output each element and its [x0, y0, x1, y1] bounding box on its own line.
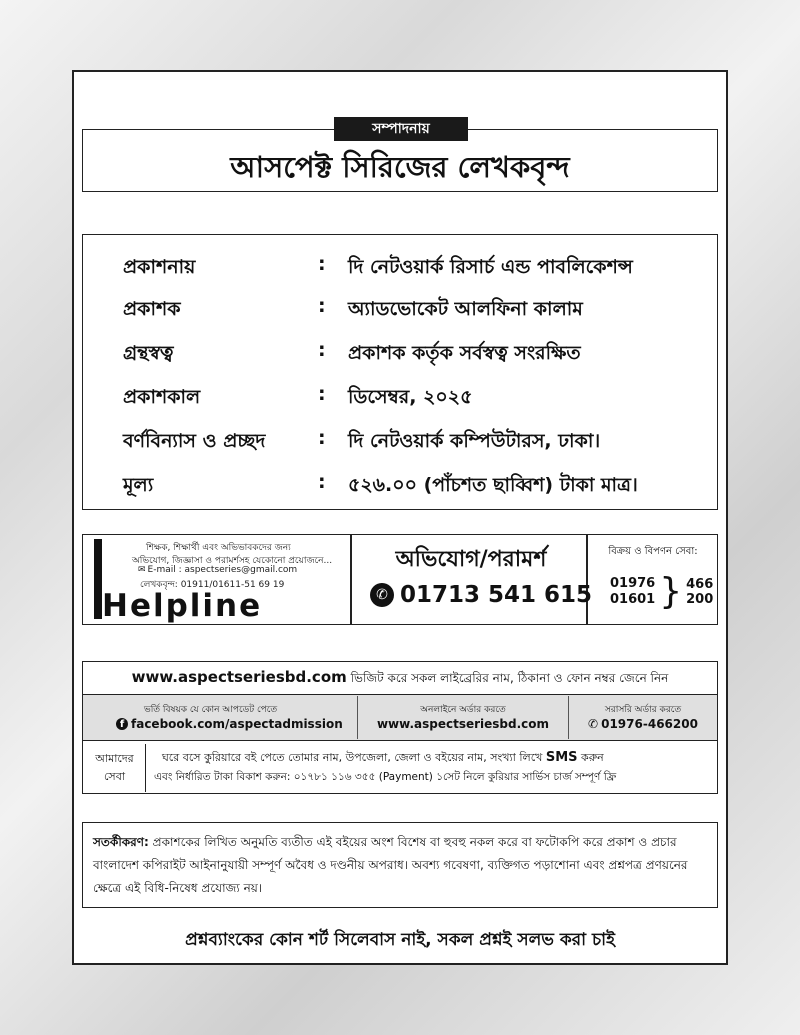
info-separator: :: [318, 471, 326, 493]
feedback-phone-row[interactable]: [370, 582, 592, 608]
phone-icon: ✆: [588, 717, 599, 731]
info-row-copyright: [83, 331, 719, 371]
info-label: প্রকাশকাল: [123, 386, 201, 408]
service-label-line: আমাদের: [95, 752, 134, 765]
website-text: ভিজিট করে সকল লাইব্রেরির নাম, ঠিকানা ও ফোন নম্বর জেনে নিন: [350, 671, 669, 685]
info-value: প্রকাশক কর্তৃক সর্বস্বত্ব সংরক্ষিত: [348, 342, 581, 364]
info-separator: :: [318, 339, 326, 361]
sms-text: করুন: [581, 751, 604, 764]
sales-phone-group: [610, 571, 726, 612]
info-row-price: [83, 463, 719, 503]
sales-suffix: 466 200: [686, 577, 714, 607]
facebook-link[interactable]: facebook.com/aspectadmission: [131, 717, 343, 731]
info-row-layout-cover: [83, 419, 719, 459]
direct-order-caption: সরাসরি অর্ডার করতে: [604, 705, 682, 715]
publication-info-box: [82, 234, 718, 510]
info-row-publisher: [83, 287, 719, 327]
service-label: [84, 744, 146, 792]
helpline-writers-phone: লেখকবৃন্দ: 01911/01611-51 69 19: [140, 580, 285, 590]
editors-title: আসপেক্ট সিরিজের লেখকবৃন্দ: [230, 150, 570, 184]
info-label: প্রকাশক: [123, 298, 181, 320]
warning-text: প্রকাশকের লিখিত অনুমতি ব্যতীত এই বইয়ের অংশ বিশেষ বা হুবহু নকল করে বা ফটোকপি করে প্রকাশ ও প্রচার বাংলাদেশ কপিরাইট আইনানুযায়ী সম্পূর্ণ অবৈধ ও দণ্ডনীয় অপরাধ। অবশ্য গবেষণা, ব্যক্তিগত পড়াশোনা এবং প্রশ্নপত্র প্রণয়নের ক্ষেত্রে এই বিধি-নিষেধ প্রযোজ্য নয়।: [93, 835, 688, 895]
info-value: ৫২৬.০০ (পাঁচশত ছাব্বিশ) টাকা মাত্র।: [348, 474, 638, 496]
facebook-row[interactable]: [116, 717, 343, 731]
email-icon: ✉: [138, 565, 146, 575]
info-separator: :: [318, 253, 326, 275]
helpline-wordmark: Helpline: [102, 588, 263, 624]
info-row-publish-date: [83, 375, 719, 415]
info-separator: :: [318, 295, 326, 317]
editors-badge: সম্পাদনায়: [334, 117, 468, 141]
website-link[interactable]: www.aspectseriesbd.com: [131, 668, 347, 686]
helpline-email[interactable]: E-mail : aspectseries@gmail.com: [147, 565, 298, 575]
sales-prefix: 01601: [610, 592, 656, 607]
sales-title: বিক্রয় ও বিপণন সেবা:: [608, 546, 698, 557]
feedback-phone[interactable]: 01713 541 615: [400, 582, 593, 608]
info-value: অ্যাডভোকেট আলফিনা কালাম: [348, 298, 583, 320]
service-label-line: সেবা: [103, 770, 126, 783]
info-value: ডিসেম্বর, ২০২৫: [348, 386, 473, 408]
whatsapp-icon: ✆: [370, 583, 394, 607]
divider: [350, 534, 352, 625]
info-value: দি নেটওয়ার্ক কম্পিউটারস, ঢাকা।: [348, 430, 601, 452]
imprint-page: [72, 70, 728, 965]
helpline-email-row: [138, 565, 297, 575]
info-separator: :: [318, 383, 326, 405]
warning-label: সতর্কীকরণ:: [93, 835, 149, 849]
info-separator: :: [318, 427, 326, 449]
facebook-icon: f: [116, 718, 128, 730]
info-value: দি নেটওয়ার্ক রিসার্চ এন্ড পাবলিকেশন্স: [348, 256, 633, 278]
helpline-purpose: অভিযোগ, জিজ্ঞাসা ও পরামর্শসহ যেকোনো প্রয়োজনে...: [132, 556, 333, 566]
direct-order-row[interactable]: [569, 717, 717, 731]
facebook-caption: ভর্তি বিষয়ক যে কোন আপডেট পেতে: [144, 705, 278, 715]
online-order-caption: অনলাইনে অর্ডার করতে: [420, 705, 506, 715]
direct-order-phone[interactable]: 01976-466200: [601, 717, 698, 731]
sms-text: ঘরে বসে কুরিয়ারে বই পেতে তোমার নাম, উপজেলা, জেলা ও বইয়ের নাম, সংখ্যা লিখে: [162, 751, 543, 764]
payment-instruction: এবং নির্ধারিত টাকা বিকাশ করুন: ০১৭৮১ ১১৬ ৩৫৫ (Payment) ১সেট নিলে কুরিয়ার সার্ভিস চার্জ সম্পূর্ণ ফ্রি: [154, 771, 617, 783]
brace-icon: }: [659, 571, 683, 612]
sales-prefix: 01976: [610, 576, 656, 591]
sms-word: SMS: [545, 750, 578, 765]
info-label: বর্ণবিন্যাস ও প্রচ্ছদ: [123, 430, 266, 452]
feedback-title: অভিযোগ/পরামর্শ: [395, 547, 547, 572]
helpline-logo-bar: [94, 539, 102, 619]
website-line: [82, 668, 718, 690]
online-order-link[interactable]: www.aspectseriesbd.com: [376, 717, 550, 731]
info-row-publisher-house: [83, 245, 719, 285]
info-label: প্রকাশনায়: [123, 256, 196, 278]
sms-instruction: [162, 749, 604, 768]
footer-slogan: প্রশ্নব্যাংকের কোন শর্ট সিলেবাস নাই, সকল প্রশ্নই সলভ করা চাই: [185, 930, 615, 950]
info-label: গ্রন্থস্বত্ব: [123, 342, 174, 364]
info-label: মূল্য: [123, 474, 154, 496]
copyright-warning: [82, 822, 718, 908]
helpline-audience: শিক্ষক, শিক্ষার্থী এবং অভিভাবকদের জন্য: [146, 543, 291, 553]
